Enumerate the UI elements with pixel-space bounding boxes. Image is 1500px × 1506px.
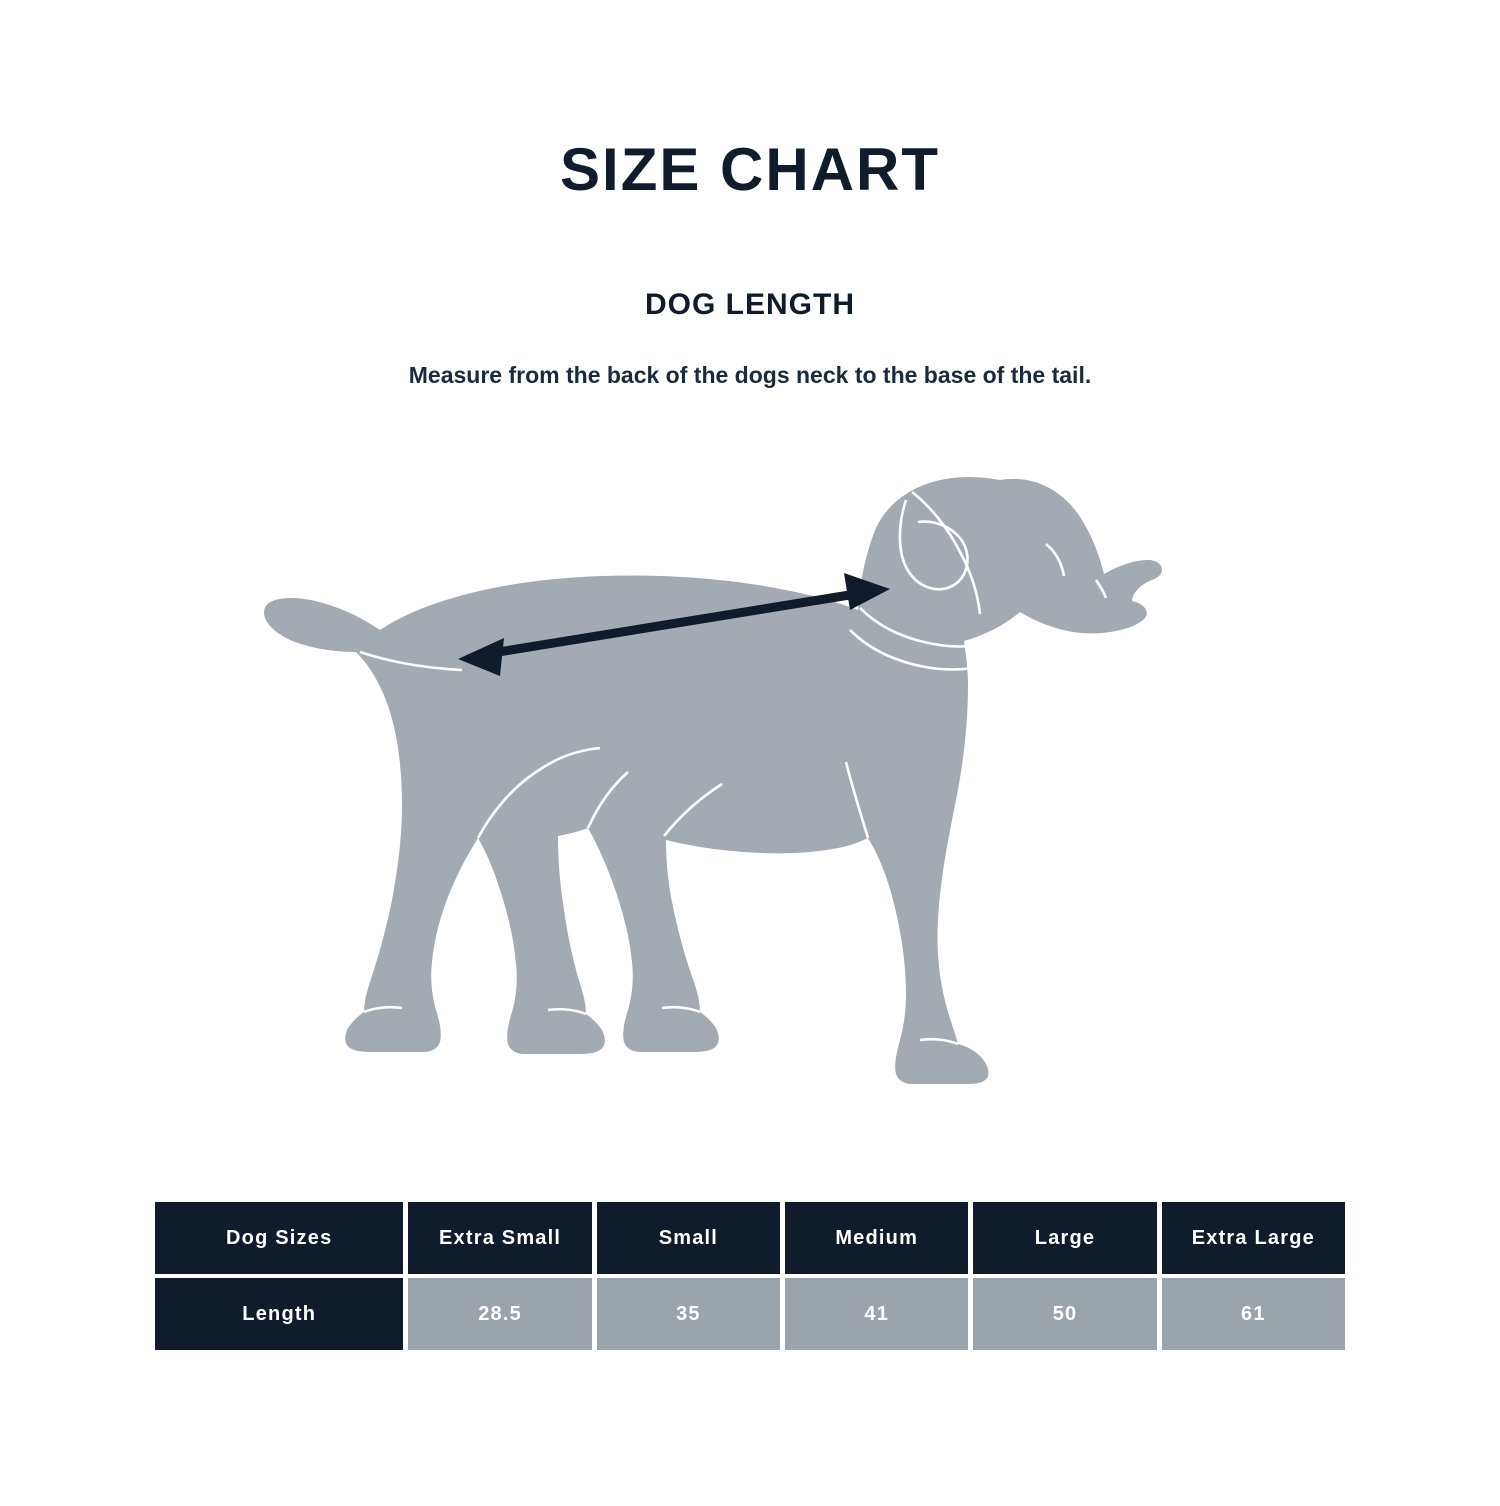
page-title: SIZE CHART [560, 136, 940, 203]
table-header-large: Large [973, 1202, 1156, 1274]
table-header-dog-sizes: Dog Sizes [155, 1202, 403, 1274]
table-cell-length-medium: 41 [785, 1278, 968, 1350]
section-subtitle: DOG LENGTH [645, 288, 855, 321]
table-cell-length-small: 35 [597, 1278, 780, 1350]
table-header-small: Small [597, 1202, 780, 1274]
table-header-extra-small: Extra Small [408, 1202, 591, 1274]
table-cell-length-large: 50 [973, 1278, 1156, 1350]
dog-silhouette-icon [264, 477, 1162, 1084]
dog-illustration [0, 440, 1500, 1120]
size-table [150, 1198, 1350, 1354]
table-row-header [155, 1202, 1345, 1274]
size-table-container [150, 1198, 1350, 1354]
table-row-length [155, 1278, 1345, 1350]
table-header-medium: Medium [785, 1202, 968, 1274]
table-row-label-length: Length [155, 1278, 403, 1350]
table-header-extra-large: Extra Large [1162, 1202, 1345, 1274]
table-cell-length-extra-small: 28.5 [408, 1278, 591, 1350]
table-cell-length-extra-large: 61 [1162, 1278, 1345, 1350]
measurement-instruction: Measure from the back of the dogs neck to the base of the tail. [408, 362, 1092, 388]
